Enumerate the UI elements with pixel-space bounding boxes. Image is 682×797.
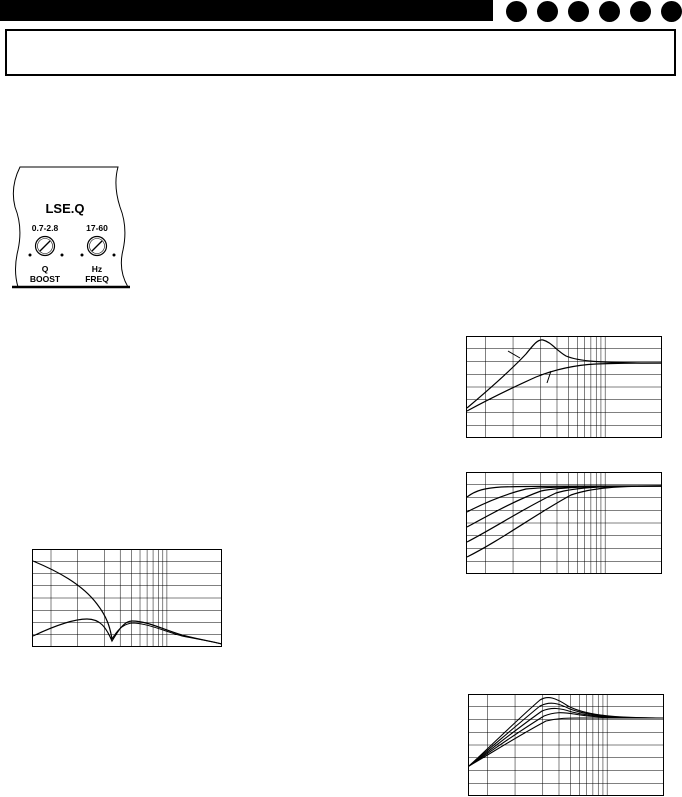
header-bar xyxy=(0,0,493,21)
graph-q-response-svg xyxy=(466,336,662,438)
boost-label: BOOST xyxy=(29,274,61,284)
series-5 xyxy=(467,486,662,557)
header-dot-5 xyxy=(630,1,651,22)
graph-notch-svg xyxy=(32,549,222,647)
title-box xyxy=(5,29,676,76)
series-boost xyxy=(467,340,662,408)
q-range-label: 0.7-2.8 xyxy=(31,223,59,233)
series-rolloff xyxy=(33,561,112,639)
freq-label: FREQ xyxy=(85,274,109,284)
graph-boost-family xyxy=(468,694,664,796)
header-dot-4 xyxy=(599,1,620,22)
header-dot-2 xyxy=(537,1,558,22)
header-dot-3 xyxy=(568,1,589,22)
grid xyxy=(466,336,662,438)
q-boost-label xyxy=(25,264,65,284)
series-4 xyxy=(467,486,662,542)
graph-q-response xyxy=(466,336,662,438)
graph-boost-family-svg xyxy=(468,694,664,796)
q-label: Q xyxy=(41,264,49,274)
series-3 xyxy=(467,486,662,527)
freq-range-label: 17-60 xyxy=(86,223,108,233)
grid xyxy=(32,549,222,647)
annotation-leader-1 xyxy=(508,351,520,358)
graph-notch xyxy=(32,549,222,647)
hz-label: Hz xyxy=(91,264,103,274)
graph-freq-family xyxy=(466,472,662,574)
control-panel xyxy=(10,165,140,300)
series-5 xyxy=(469,718,664,766)
graph-freq-family-svg xyxy=(466,472,662,574)
header-dot-1 xyxy=(506,1,527,22)
freq-label-group xyxy=(77,264,117,284)
panel-title: LSE.Q xyxy=(45,201,85,216)
series-4 xyxy=(469,713,664,766)
header-dot-6 xyxy=(661,1,682,22)
